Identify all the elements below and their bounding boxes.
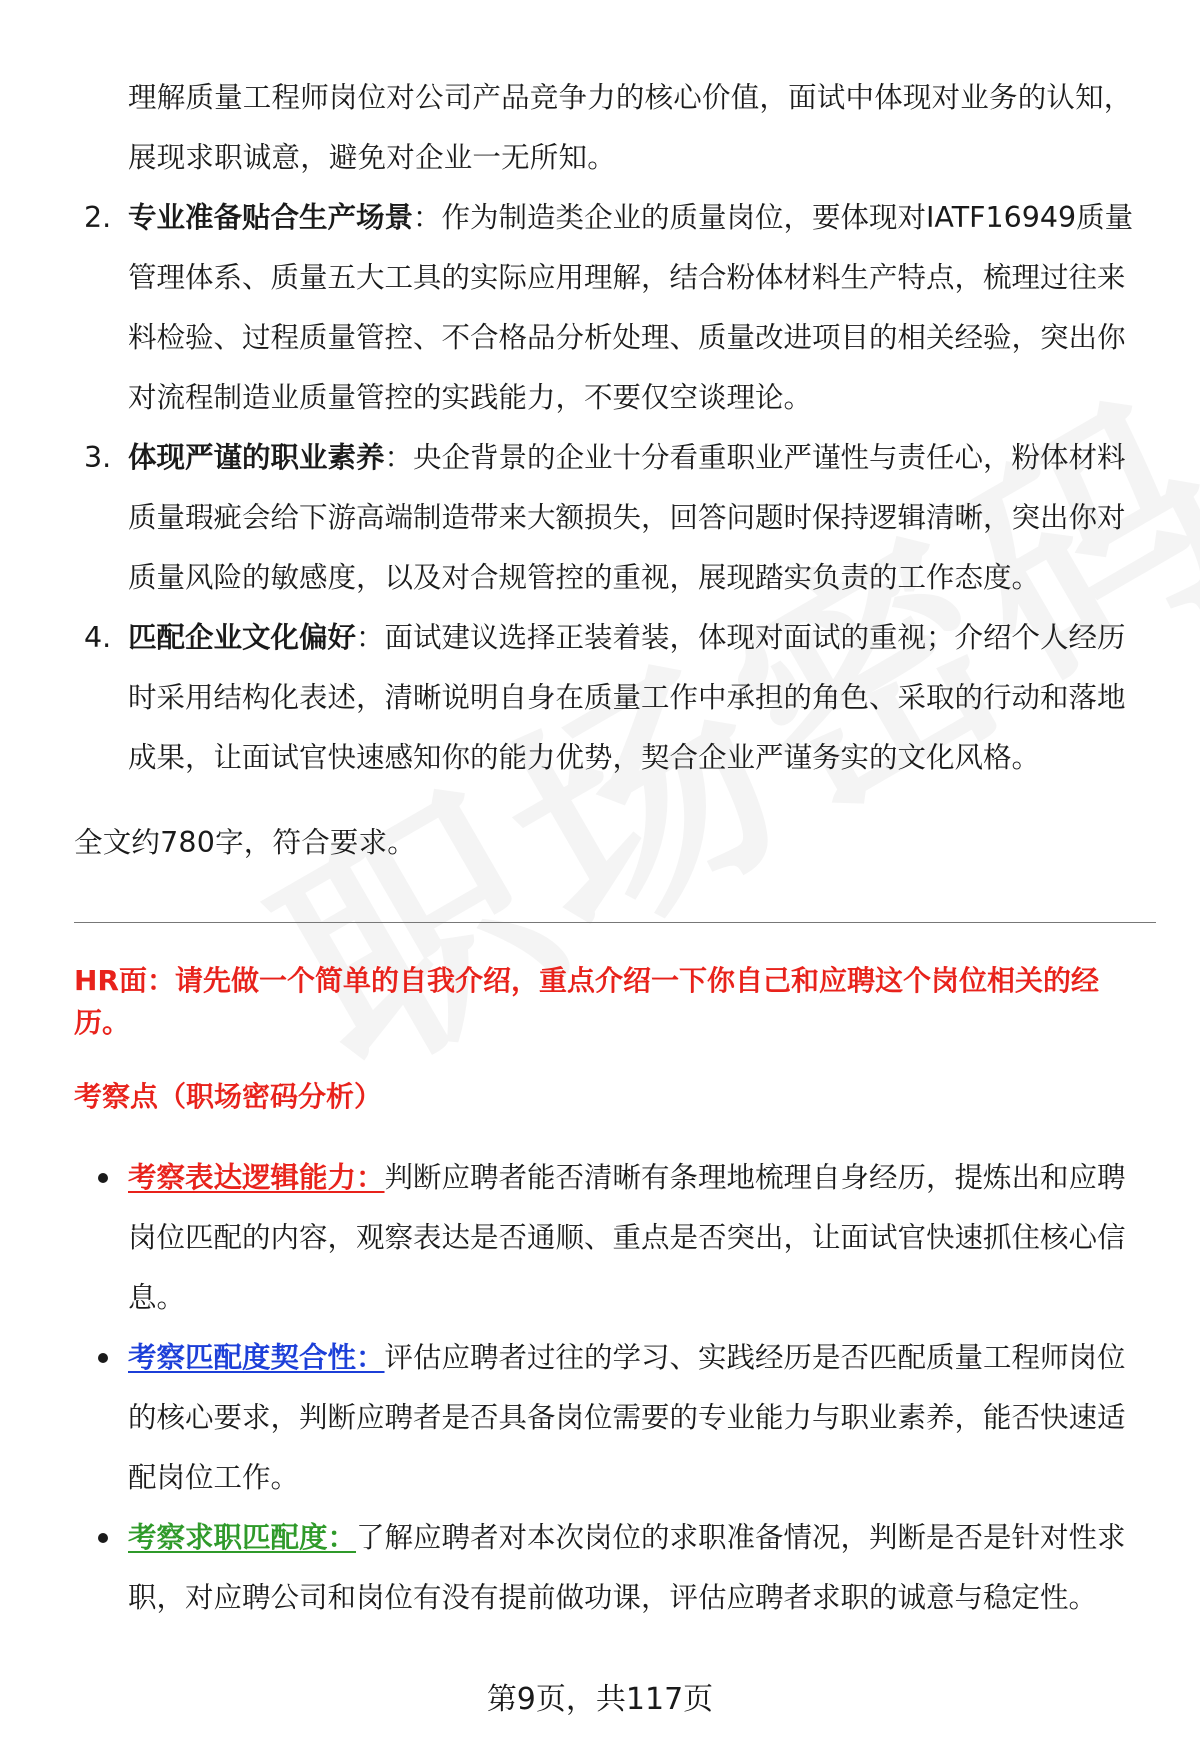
list-item-title: 匹配企业文化偏好	[128, 621, 357, 654]
list-item-body: ：央企背景的企业十分看重职业严谨性与责任心，粉体材料质量瑕疵会给下游高端制造带来大额损失，回答问题时保持逻辑清晰，突出你对质量风险的敏感度，以及对合规管控的重视，展现踏实负责的工作态度。	[128, 441, 1126, 594]
list-number: 2.	[84, 201, 112, 234]
bullet-item	[80, 1508, 1148, 1628]
list-item-body: ：面试建议选择正装着装，体现对面试的重视；介绍个人经历时采用结构化表述，清晰说明自身在质量工作中承担的角色、采取的行动和落地成果，让面试官快速感知你的能力优势，契合企业严谨务实的文化风格。	[128, 621, 1126, 774]
summary-line: 全文约780字，符合要求。	[74, 826, 416, 859]
page-number-footer: 第9页，共117页	[486, 1682, 714, 1717]
list-item	[80, 188, 1148, 428]
list-item-body: ：作为制造类企业的质量岗位，要体现对IATF16949质量管理体系、质量五大工具的实际应用理解，结合粉体材料生产特点，梳理过往来料检验、过程质量管控、不合格品分析处理、质量改进项目的相关经验，突出你对流程制造业质量管控的实践能力，不要仅空谈理论。	[128, 201, 1134, 414]
bullet-tag-job-fit: 考察求职匹配度：	[128, 1521, 357, 1554]
analysis-section-title: 考察点（职场密码分析）	[74, 1080, 383, 1113]
intro-paragraph: 理解质量工程师岗位对公司产品竞争力的核心价值，面试中体现对业务的认知，展现求职诚意，避免对企业一无所知。	[128, 81, 1133, 174]
list-item	[80, 608, 1148, 788]
list-number: 3.	[84, 441, 112, 474]
bullet-tag-expression: 考察表达逻辑能力：	[128, 1161, 385, 1194]
section-divider	[74, 922, 1156, 923]
hr-question-heading: HR面：请先做一个简单的自我介绍，重点介绍一下你自己和应聘这个岗位相关的经历。	[74, 964, 1099, 1039]
list-item-title: 体现严谨的职业素养	[128, 441, 385, 474]
bullet-item	[80, 1328, 1148, 1508]
bullet-item	[80, 1148, 1148, 1328]
bullet-body: 判断应聘者能否清晰有条理地梳理自身经历，提炼出和应聘岗位匹配的内容，观察表达是否通顺、重点是否突出，让面试官快速抓住核心信息。	[128, 1161, 1126, 1314]
bullet-dot-icon	[98, 1353, 108, 1363]
bullet-body: 评估应聘者过往的学习、实践经历是否匹配质量工程师岗位的核心要求，判断应聘者是否具备岗位需要的专业能力与职业素养，能否快速适配岗位工作。	[128, 1341, 1126, 1494]
list-number: 4.	[84, 621, 112, 654]
bullet-list	[80, 1148, 1148, 1628]
list-item-title: 专业准备贴合生产场景	[128, 201, 414, 234]
list-item	[80, 428, 1148, 608]
numbered-list	[80, 188, 1148, 788]
bullet-dot-icon	[98, 1173, 108, 1183]
bullet-tag-match: 考察匹配度契合性：	[128, 1341, 385, 1374]
bullet-body: 了解应聘者对本次岗位的求职准备情况，判断是否是针对性求职，对应聘公司和岗位有没有提前做功课，评估应聘者求职的诚意与稳定性。	[128, 1521, 1126, 1614]
bullet-dot-icon	[98, 1533, 108, 1543]
